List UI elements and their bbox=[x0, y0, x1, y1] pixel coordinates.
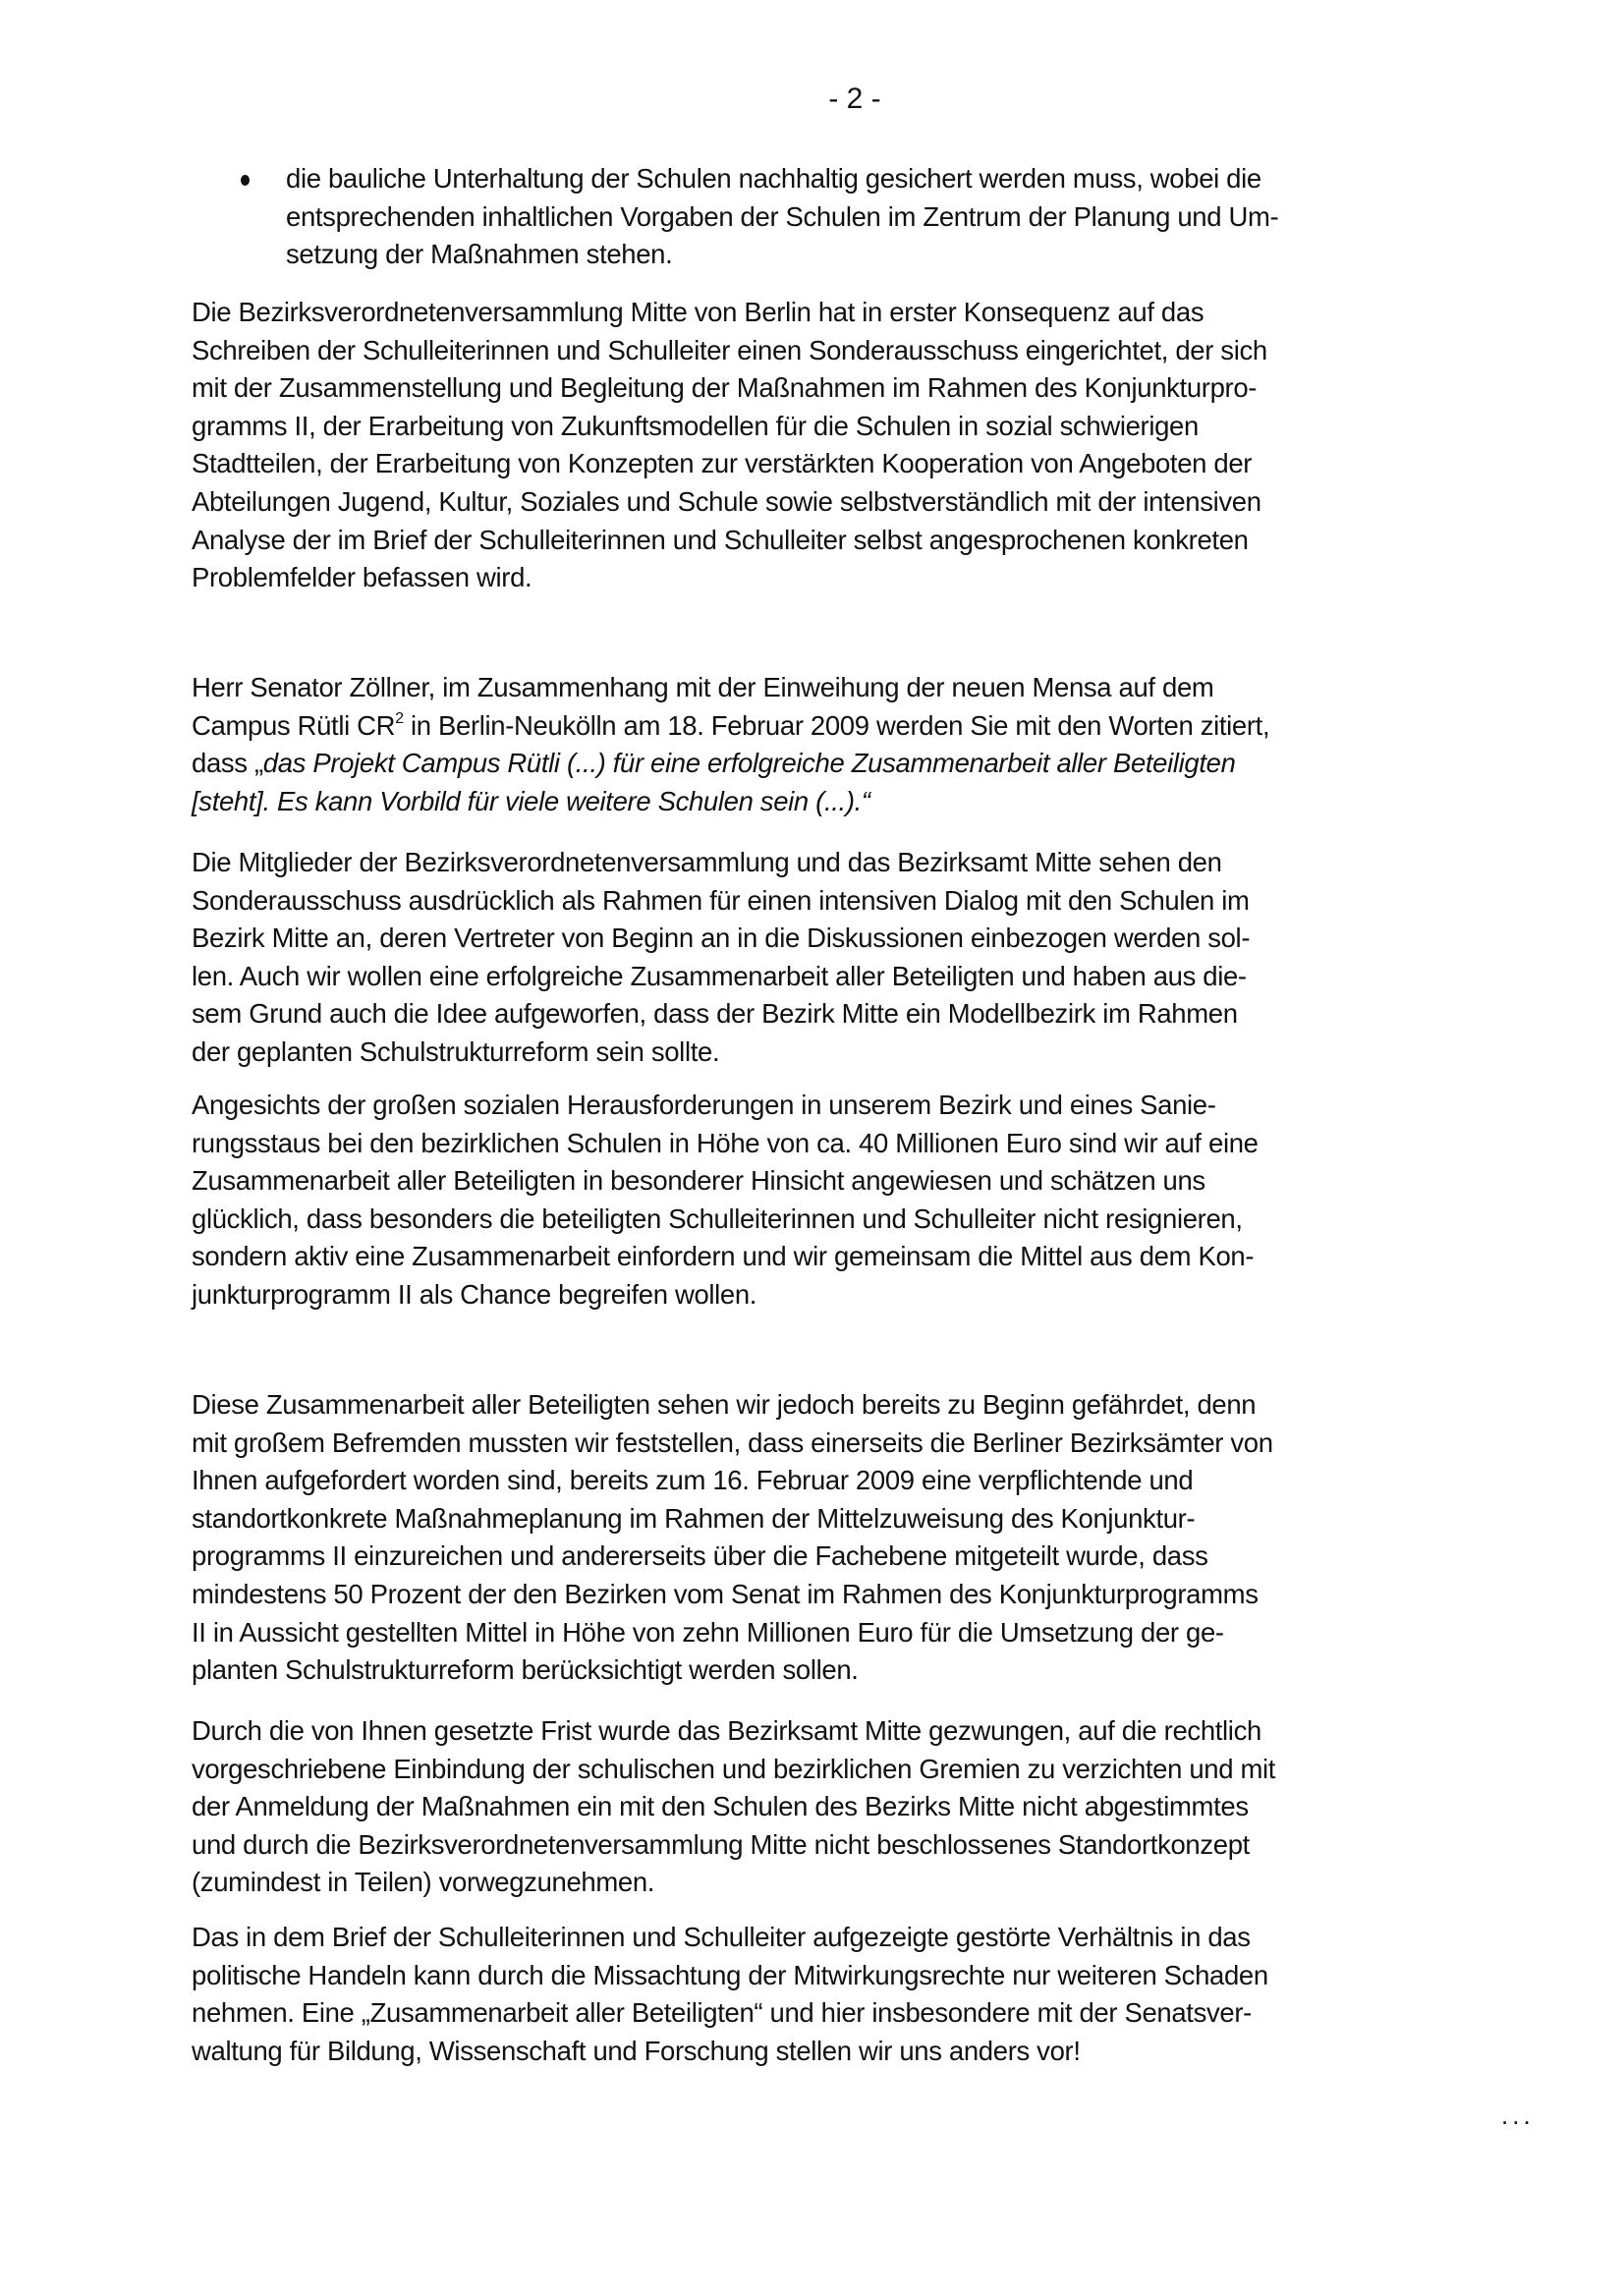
text-line: Ihnen aufgefordert worden sind, bereits zum 16. Februar 2009 eine verpflichtende und bbox=[192, 1465, 1194, 1496]
paragraph-1 bbox=[192, 294, 1547, 597]
paragraph-5 bbox=[192, 1386, 1547, 1690]
text-line: Sonderausschuss ausdrücklich als Rahmen für einen intensiven Dialog mit den Schulen im bbox=[192, 884, 1250, 916]
text-line: Zusammenarbeit aller Beteiligten in besonderer Hinsicht angewiesen und schätzen uns bbox=[192, 1165, 1205, 1197]
text-line: Die Mitglieder der Bezirksverordnetenversammlung und das Bezirksamt Mitte sehen den bbox=[192, 847, 1222, 877]
text-line: II in Aussicht gestellten Mittel in Höhe von zehn Millionen Euro für die Umsetzung der ge- bbox=[192, 1616, 1224, 1648]
text-line: len. Auch wir wollen eine erfolgreiche Zusammenarbeit aller Beteiligten und haben aus die- bbox=[192, 960, 1247, 991]
superscript: 2 bbox=[395, 709, 404, 727]
text-line: sem Grund auch die Idee aufgeworfen, dass der Bezirk Mitte ein Modellbezirk im Rahmen bbox=[192, 998, 1238, 1030]
paragraph-7 bbox=[192, 1919, 1547, 2070]
text-line: standortkonkrete Maßnahmeplanung im Rahmen der Mittelzuweisung des Konjunktur- bbox=[192, 1502, 1196, 1534]
text-line: mit großem Befremden mussten wir feststellen, dass einerseits die Berliner Bezirksämter von bbox=[192, 1426, 1273, 1458]
text-line: Abteilungen Jugend, Kultur, Soziales und Schule sowie selbstverständlich mit der intensiven bbox=[192, 485, 1261, 517]
text-line: Durch die von Ihnen gesetzte Frist wurde das Bezirksamt Mitte gezwungen, auf die rechtlich bbox=[192, 1715, 1261, 1746]
text-line: sondern aktiv eine Zusammenarbeit einfordern und wir gemeinsam die Mittel aus dem Kon- bbox=[192, 1241, 1255, 1272]
text-line: die bauliche Unterhaltung der Schulen nachhaltig gesichert werden muss, wobei die bbox=[286, 163, 1261, 194]
text-line: mit der Zusammenstellung und Begleitung der Maßnahmen im Rahmen des Konjunkturpro- bbox=[192, 372, 1258, 404]
text-line: glücklich, dass besonders die beteiligten Schulleiterinnen und Schulleiter nicht resignieren, bbox=[192, 1202, 1243, 1234]
text-line: und durch die Bezirksverordnetenversammlung Mitte nicht beschlossenes Standortkonzept bbox=[192, 1828, 1250, 1860]
text-line: setzung der Maßnahmen stehen. bbox=[286, 239, 673, 270]
text-line bbox=[192, 707, 1547, 746]
bullet-text bbox=[286, 160, 1278, 274]
quote-text: [steht]. Es kann Vorbild für viele weitere Schulen sein (...).“ bbox=[192, 785, 870, 816]
text-line: Bezirk Mitte an, deren Vertreter von Beginn an in die Diskussionen einbezogen werden sol- bbox=[192, 923, 1251, 954]
text-line: Angesichts der großen sozialen Herausforderungen in unserem Bezirk und eines Sanie- bbox=[192, 1090, 1216, 1120]
text-line bbox=[192, 745, 1547, 783]
quote-text: das Projekt Campus Rütli (...) für eine erfolgreiche Zusammenarbeit aller Beteiligten bbox=[262, 748, 1236, 779]
text-line: Die Bezirksverordnetenversammlung Mitte von Berlin hat in erster Konsequenz auf das bbox=[192, 297, 1204, 327]
text-line: junkturprogramm II als Chance begreifen wollen. bbox=[192, 1278, 757, 1310]
text-line: Herr Senator Zöllner, im Zusammenhang mit der Einweihung der neuen Mensa auf dem bbox=[192, 672, 1214, 702]
text-line: (zumindest in Teilen) vorwegzunehmen. bbox=[192, 1867, 655, 1898]
text-line: vorgeschriebene Einbindung der schulischen und bezirklichen Gremien zu verzichten und mit bbox=[192, 1753, 1276, 1784]
text-line: Problemfelder befassen wird. bbox=[192, 562, 532, 593]
text-line: der Anmeldung der Maßnahmen ein mit den Schulen des Bezirks Mitte nicht abgestimmtes bbox=[192, 1791, 1249, 1822]
text-line: politische Handeln kann durch die Missachtung der Mitwirkungsrechte nur weiteren Schaden bbox=[192, 1959, 1268, 1990]
text-line: rungsstaus bei den bezirklichen Schulen in Höhe von ca. 40 Millionen Euro sind wir auf eine bbox=[192, 1127, 1259, 1158]
text-line: planten Schulstrukturreform berücksichtigt werden sollen. bbox=[192, 1654, 859, 1686]
text-line: Schreiben der Schulleiterinnen und Schulleiter einen Sonderausschuss eingerichtet, der sich bbox=[192, 334, 1267, 365]
text-segment: in Berlin-Neukölln am 18. Februar 2009 werden Sie mit den Worten zitiert, bbox=[403, 709, 1270, 741]
text-line: Analyse der im Brief der Schulleiterinnen und Schulleiter selbst angesprochenen konkreten bbox=[192, 524, 1249, 555]
paragraph-4 bbox=[192, 1087, 1547, 1314]
text-segment: dass „ bbox=[192, 748, 263, 779]
page-number: - 2 - bbox=[828, 83, 881, 115]
text-line: der geplanten Schulstrukturreform sein sollte. bbox=[192, 1035, 720, 1067]
text-line: gramms II, der Erarbeitung von Zukunftsmodellen für die Schulen in sozial schwierigen bbox=[192, 410, 1199, 441]
text-segment: Campus Rütli CR bbox=[192, 709, 396, 741]
text-line: Diese Zusammenarbeit aller Beteiligten sehen wir jedoch bereits zu Beginn gefährdet, denn bbox=[192, 1389, 1257, 1420]
text-line: waltung für Bildung, Wissenschaft und Forschung stellen wir uns anders vor! bbox=[192, 2035, 1081, 2066]
continuation-mark: ... bbox=[1501, 2100, 1535, 2130]
text-line: Das in dem Brief der Schulleiterinnen und Schulleiter aufgezeigte gestörte Verhältnis in das bbox=[192, 1922, 1251, 1952]
text-line: entsprechenden inhaltlichen Vorgaben der Schulen im Zentrum der Planung und Um- bbox=[286, 200, 1279, 232]
paragraph-3 bbox=[192, 844, 1547, 1072]
bullet-dot-icon bbox=[241, 175, 250, 186]
text-line: Stadtteilen, der Erarbeitung von Konzepten zur verstärkten Kooperation von Angeboten der bbox=[192, 448, 1253, 479]
text-line: mindestens 50 Prozent der den Bezirken vom Senat im Rahmen des Konjunkturprogramms bbox=[192, 1578, 1259, 1609]
text-line: nehmen. Eine „Zusammenarbeit aller Beteiligten“ und hier insbesondere mit der Senatsver- bbox=[192, 1997, 1252, 2029]
text-line: programms II einzureichen und andererseits über die Fachebene mitgeteilt wurde, dass bbox=[192, 1540, 1208, 1572]
paragraph-2-quote bbox=[192, 669, 1547, 820]
paragraph-6 bbox=[192, 1712, 1547, 1902]
